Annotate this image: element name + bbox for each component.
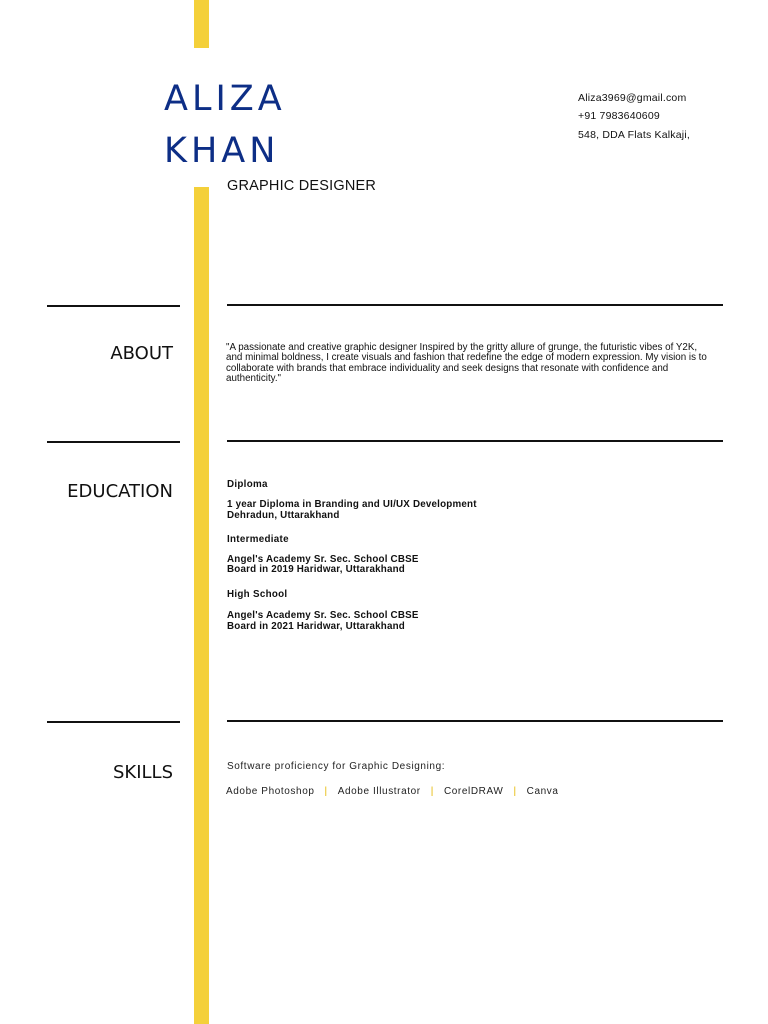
contact-phone: +91 7983640609 xyxy=(578,110,660,122)
accent-bar-main xyxy=(194,187,209,1024)
about-text: "A passionate and creative graphic designer Inspired by the gritty allure of grunge, the futuristic vibes of Y2K, and minimal boldness, I create visuals and fashion that redefine the edge of modern expression. My vision is to collaborate with brands that embrace individuality and seek designs that resonate with confidence and authenticity." xyxy=(226,342,707,385)
education-detail: Board in 2019 Haridwar, Uttarakhand xyxy=(227,564,405,575)
accent-bar-top xyxy=(194,0,209,48)
divider-left-skills xyxy=(47,721,180,723)
education-detail: Angel's Academy Sr. Sec. School CBSE xyxy=(227,554,419,565)
skill-item: Adobe Photoshop xyxy=(226,786,315,797)
section-title-about: ABOUT xyxy=(110,343,173,364)
education-detail: 1 year Diploma in Branding and UI/UX Development xyxy=(227,499,477,510)
skills-intro: Software proficiency for Graphic Designing: xyxy=(227,761,446,772)
skill-item: Canva xyxy=(526,786,559,797)
education-detail: Board in 2021 Haridwar, Uttarakhand xyxy=(227,621,405,632)
education-level: High School xyxy=(227,589,288,600)
skills-list xyxy=(226,786,559,797)
divider-right-about xyxy=(227,304,723,306)
divider-left-education xyxy=(47,441,180,443)
section-title-education: EDUCATION xyxy=(67,481,173,502)
last-name: KHAN xyxy=(164,131,280,171)
section-title-skills: SKILLS xyxy=(112,762,173,783)
skill-separator: | xyxy=(513,786,517,797)
divider-right-skills xyxy=(227,720,723,722)
first-name: ALIZA xyxy=(164,79,286,119)
skill-item: CorelDRAW xyxy=(443,786,504,797)
contact-address: 548, DDA Flats Kalkaji, xyxy=(578,129,690,141)
education-detail: Angel's Academy Sr. Sec. School CBSE xyxy=(227,610,419,621)
skill-separator: | xyxy=(430,786,434,797)
education-level: Diploma xyxy=(227,479,268,490)
education-detail: Dehradun, Uttarakhand xyxy=(227,510,340,521)
skill-separator: | xyxy=(324,786,328,797)
divider-right-education xyxy=(227,440,723,442)
contact-email: Aliza3969@gmail.com xyxy=(578,92,687,104)
job-title: GRAPHIC DESIGNER xyxy=(227,178,377,194)
divider-left-about xyxy=(47,305,180,307)
skill-item: Adobe Illustrator xyxy=(337,786,421,797)
education-level: Intermediate xyxy=(227,534,289,545)
